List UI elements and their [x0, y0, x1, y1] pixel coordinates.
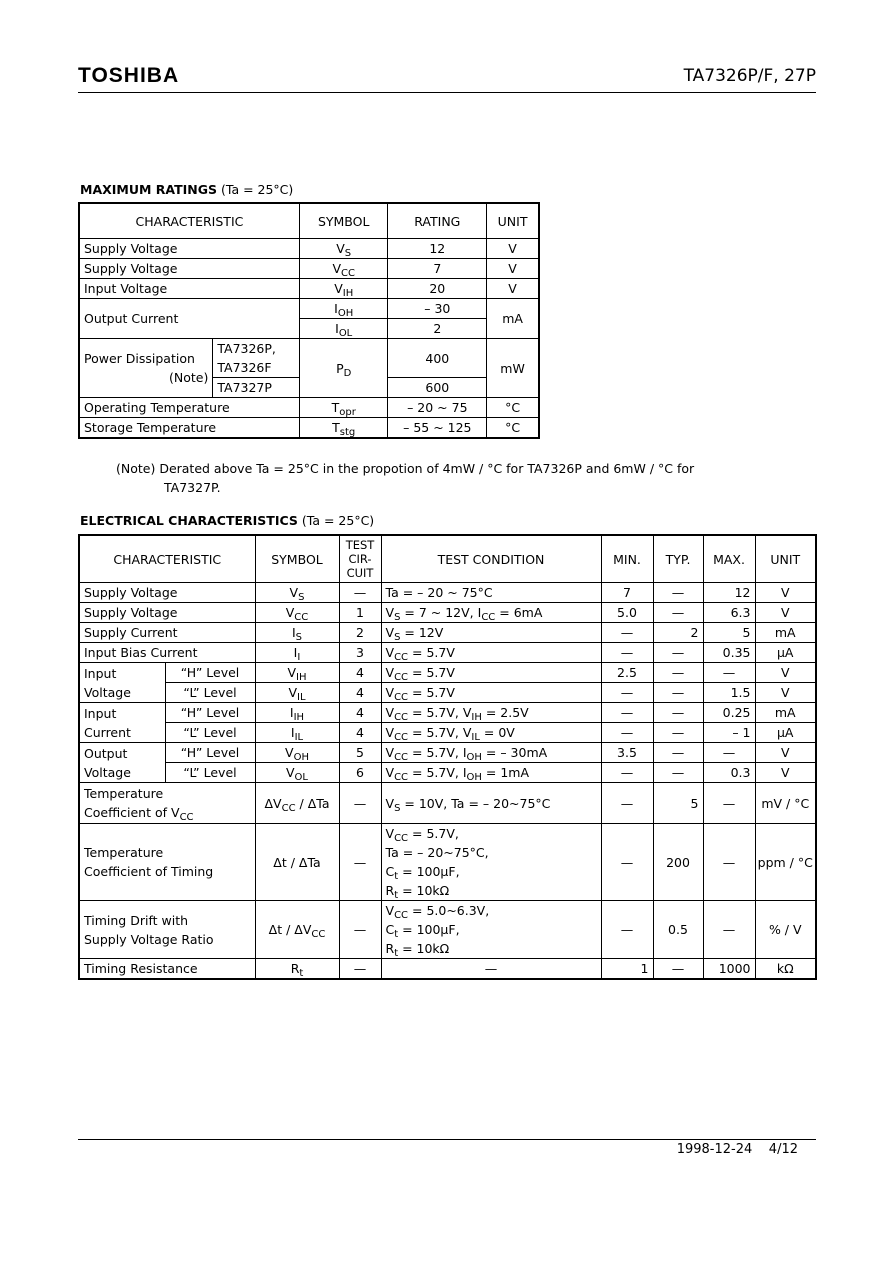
table-row: “L” Level $V_{OL}$ 6 $V_{CC} = 5.7V$, $I_{OH} = 1mA$ — — 0.3 V [79, 763, 816, 783]
table-row: Supply Voltage $V_{CC}$ 1 $V_S = 7$ ~ 12V, $I_{CC} = 6mA$ 5.0 — 6.3 V [79, 603, 816, 623]
table-header: CHARACTERISTIC SYMBOL RATING UNIT [79, 203, 539, 239]
page-header [78, 62, 816, 93]
max-ratings-title: MAXIMUM RATINGS (Ta = 25°C) [80, 182, 294, 197]
table-row: Supply Current $I_S$ 2 $V_S = 12V$ — 2 5 mA [79, 623, 816, 643]
table-row: “L” Level $V_{IL}$ 4 $V_{CC} = 5.7V$ — — 1.5 V [79, 683, 816, 703]
table-row: Temperature Coefficient of Timing Δt / ΔTa — $V_{CC} = 5.7V$, Ta = – 20~75°C, $C_t = 100\mu F$, $R_t = 10k\Omega$ — 200 — ppm / °C [79, 824, 816, 901]
electrical-title: ELECTRICAL CHARACTERISTICS (Ta = 25°C) [80, 513, 375, 528]
table-row: Input Voltage $V_{IH}$ 20 V [79, 279, 539, 299]
table-row: Temperature Coefficient of $V_{CC}$ $\Delta V_{CC}$ / ΔTa — $V_S = 10V$, Ta = – 20~75°C — 5 — mV / °C [79, 783, 816, 824]
table-row: Supply Voltage $V_S$ 12 V [79, 239, 539, 259]
table-row: Storage Temperature $T_{stg}$ – 55 ~ 125 °C [79, 418, 539, 439]
table-row: Power Dissipation (Note) TA7326P, TA7326F $P_D$ 400 mW [79, 339, 539, 378]
table-row: Input Bias Current $I_I$ 3 $V_{CC} = 5.7V$ — — 0.35 μA [79, 643, 816, 663]
table-row: Output Current $I_{OH}$ – 30 mA [79, 299, 539, 319]
footer-rule [78, 1139, 816, 1140]
table-header: CHARACTERISTIC SYMBOL TEST CIR- CUIT TEST CONDITION MIN. TYP. MAX. UNIT [79, 535, 816, 583]
table-row: “L” Level $I_{IL}$ 4 $V_{CC} = 5.7V$, $V_{IL} = 0V$ — — – 1 μA [79, 723, 816, 743]
table-row: $I_{OL}$ 2 [79, 319, 539, 339]
table-row: Output Voltage “H” Level $V_{OH}$ 5 $V_{CC} = 5.7V$, $I_{OH}$ = – 30mA 3.5 — — V [79, 743, 816, 763]
table-row: Input Voltage “H” Level $V_{IH}$ 4 $V_{CC} = 5.7V$ 2.5 — — V [79, 663, 816, 683]
part-number: TA7326P/F, 27P [683, 66, 816, 86]
brand-logo: TOSHIBA [78, 64, 180, 87]
table-row: Supply Voltage $V_{CC}$ 7 V [79, 259, 539, 279]
table-row: Operating Temperature $T_{opr}$ – 20 ~ 75 °C [79, 398, 539, 418]
table-row: TA7327P 600 [79, 378, 539, 398]
derating-note: (Note) Derated above Ta = 25°C in the propotion of 4mW / °C for TA7326P and 6mW / °C for TA7327P. [116, 461, 695, 495]
table-row: Timing Drift with Supply Voltage Ratio Δt / $\Delta V_{CC}$ — $V_{CC}$ = 5.0~6.3V, $C_t = 100\mu F$, $R_t = 10k\Omega$ — 0.5 — % / V [79, 901, 816, 959]
table-row: Input Current “H” Level $I_{IH}$ 4 $V_{CC} = 5.7V$, $V_{IH} = 2.5V$ — — 0.25 mA [79, 703, 816, 723]
page-footer: 1998-12-24 4/12 [676, 1142, 798, 1157]
table-row: Supply Voltage $V_S$ — Ta = – 20 ~ 75°C 7 — 12 V [79, 583, 816, 603]
max-ratings-table [78, 202, 540, 439]
electrical-table [78, 534, 817, 980]
table-row: Timing Resistance $R_t$ — — 1 — 1000 kΩ [79, 959, 816, 980]
